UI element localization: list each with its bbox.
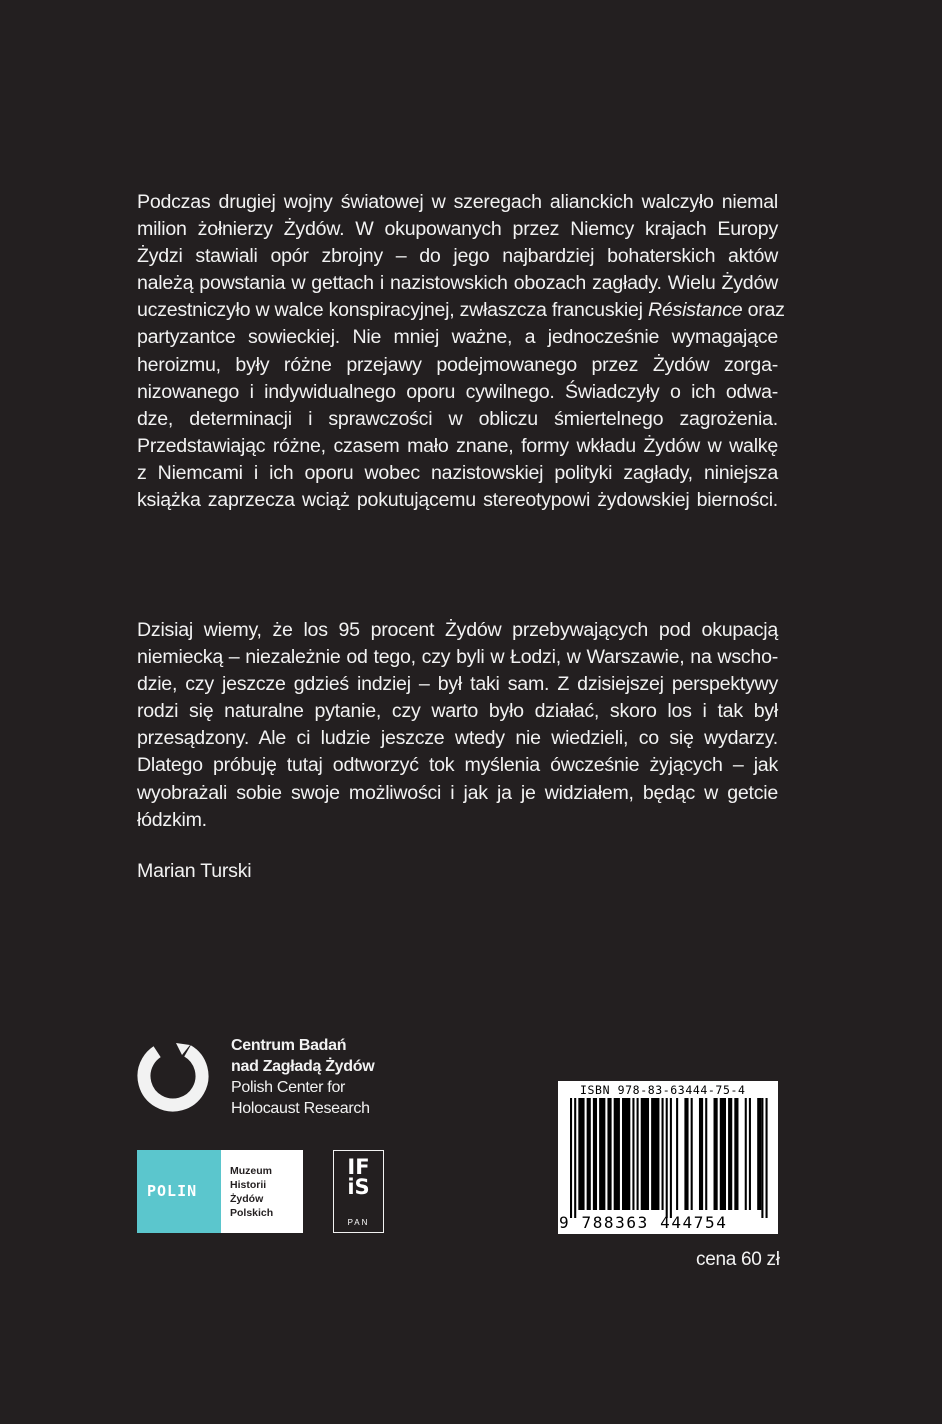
italic-word: Résistance	[647, 299, 743, 322]
centrum-english-line: Holocaust Research	[231, 1100, 370, 1117]
text-line: książka zaprzecza wciąż pokutującemu stereotypowi żydowskiej bierności.	[137, 489, 778, 512]
barcode-bar	[637, 1098, 639, 1210]
text-line: należą powstania w gettach i nazistowskich obozach zagłady. Wielu Żydów	[137, 272, 778, 295]
barcode-bar	[705, 1098, 707, 1210]
barcode-bar	[632, 1098, 634, 1210]
centrum-text	[231, 1035, 374, 1119]
barcode-bar	[587, 1098, 591, 1210]
text-line: Podczas drugiej wojny światowej w szeregach alianckich walczyło niemal	[137, 191, 778, 213]
barcode-bar	[607, 1098, 611, 1210]
ifis-wordmark	[338, 1157, 379, 1197]
barcode-bars-icon	[570, 1098, 768, 1218]
ifis-line: IF	[347, 1155, 370, 1179]
polin-text-line: Muzeum	[230, 1165, 272, 1177]
barcode-bar	[578, 1098, 584, 1210]
barcode-bar	[593, 1098, 597, 1210]
polin-accent-block	[137, 1150, 221, 1233]
polin-text-line: Polskich	[230, 1207, 274, 1219]
barcode-bar	[691, 1098, 693, 1210]
polin-text-line: Żydów	[230, 1193, 264, 1205]
centrum-name-line: Centrum Badań	[231, 1037, 347, 1054]
barcode-bar	[699, 1098, 703, 1210]
barcode-bar	[745, 1098, 747, 1210]
barcode-bar	[599, 1098, 605, 1210]
text-line: heroizmu, były różne przejawy podejmowanego przez Żydów zorga-	[137, 353, 778, 376]
description-paragraph	[137, 189, 785, 514]
barcode-digits: 9 788363 444754	[559, 1213, 728, 1232]
barcode-bar	[720, 1098, 726, 1210]
ifis-pan-logo	[333, 1150, 384, 1233]
barcode-bar	[749, 1098, 751, 1210]
barcode-bar	[670, 1098, 672, 1218]
barcode-bar	[714, 1098, 718, 1210]
barcode-bar	[651, 1098, 659, 1210]
text-line: łódzkim.	[137, 808, 207, 831]
text-line: Przedstawiając różne, czasem mało znane, formy wkładu Żydów w walkę	[137, 434, 778, 457]
barcode-bar	[734, 1098, 738, 1210]
polin-text-line: Historii	[230, 1179, 267, 1191]
text-line: nizowanego i indywidualnego oporu cywilnego. Świadczyły o ich odwa-	[137, 380, 778, 403]
text-line: Żydzi stawiali opór zbrojny – do jego najbardziej bohaterskich aktów	[137, 245, 778, 268]
centrum-english-line: Polish Center for	[231, 1079, 346, 1096]
barcode-bar	[662, 1098, 664, 1210]
barcode-bar	[766, 1098, 768, 1218]
text-line: niemiecką – niezależnie od tego, czy byli w Łodzi, w Warszawie, na wscho-	[137, 646, 778, 669]
ifis-line: iS	[347, 1175, 370, 1199]
text-line: dze, determinacji i sprawczości w obliczu śmiertelnego zagrożenia.	[137, 407, 778, 430]
barcode-bar	[761, 1098, 763, 1218]
text-line: milion żołnierzy Żydów. W okupowanych przez Niemcy krajach Europy	[137, 218, 778, 241]
quote-paragraph	[137, 617, 778, 834]
text-fragment: oraz	[742, 299, 785, 322]
centrum-logo-icon	[136, 1039, 210, 1113]
barcode-bar	[676, 1098, 678, 1210]
text-line: rodzi się naturalne pytanie, czy warto było działać, skoro los i tak był	[137, 700, 778, 723]
polin-museum-logo	[137, 1150, 303, 1233]
polin-museum-name	[230, 1164, 273, 1220]
barcode-bar	[728, 1098, 732, 1210]
barcode-bar	[622, 1098, 630, 1210]
text-line: wyobrażali sobie swoje możliwości i jak ja je widziałem, będąc w getcie	[137, 781, 778, 804]
text-line: przesądzony. Ale ci ludzie jeszcze wtedy nie wiedzieli, co się wydarzy.	[137, 727, 778, 750]
barcode-bar	[570, 1098, 572, 1218]
isbn-label: ISBN 978-83-63444-75-4	[580, 1083, 746, 1097]
barcode-bar	[684, 1098, 688, 1210]
barcode-bar	[666, 1098, 668, 1218]
author-signature: Marian Turski	[137, 860, 252, 882]
text-line: dzie, czy jeszcze gdzieś indziej – był taki sam. Z dzisiejszej perspektywy	[137, 673, 778, 696]
polin-wordmark: POLIN	[147, 1182, 198, 1200]
barcode-bar	[614, 1098, 620, 1210]
isbn-barcode	[558, 1081, 778, 1234]
centrum-name-line: nad Zagładą Żydów	[231, 1058, 375, 1075]
barcode-bar	[641, 1098, 649, 1210]
text-line: partyzantce sowieckiej. Nie mniej ważne, a jednocześnie wymagające	[137, 326, 778, 349]
barcode-bar	[757, 1098, 761, 1210]
ifis-pan-label: PAN	[347, 1218, 370, 1227]
text-line: Dzisiaj wiemy, że los 95 procent Żydów przebywających pod okupacją	[137, 619, 778, 641]
text-line-with-italic	[137, 297, 785, 324]
text-line: z Niemcami i ich oporu wobec nazistowskiej polityki zagłady, niniejsza	[137, 461, 778, 484]
text-line: Dlatego próbuję tutaj odtworzyć tok myślenia ówcześnie żyjących – jak	[137, 754, 778, 777]
text-fragment: uczestniczyło w walce konspiracyjnej, zwłaszcza francuskiej	[137, 299, 643, 322]
price-label: cena 60 zł	[696, 1249, 780, 1270]
barcode-bar	[574, 1098, 576, 1218]
